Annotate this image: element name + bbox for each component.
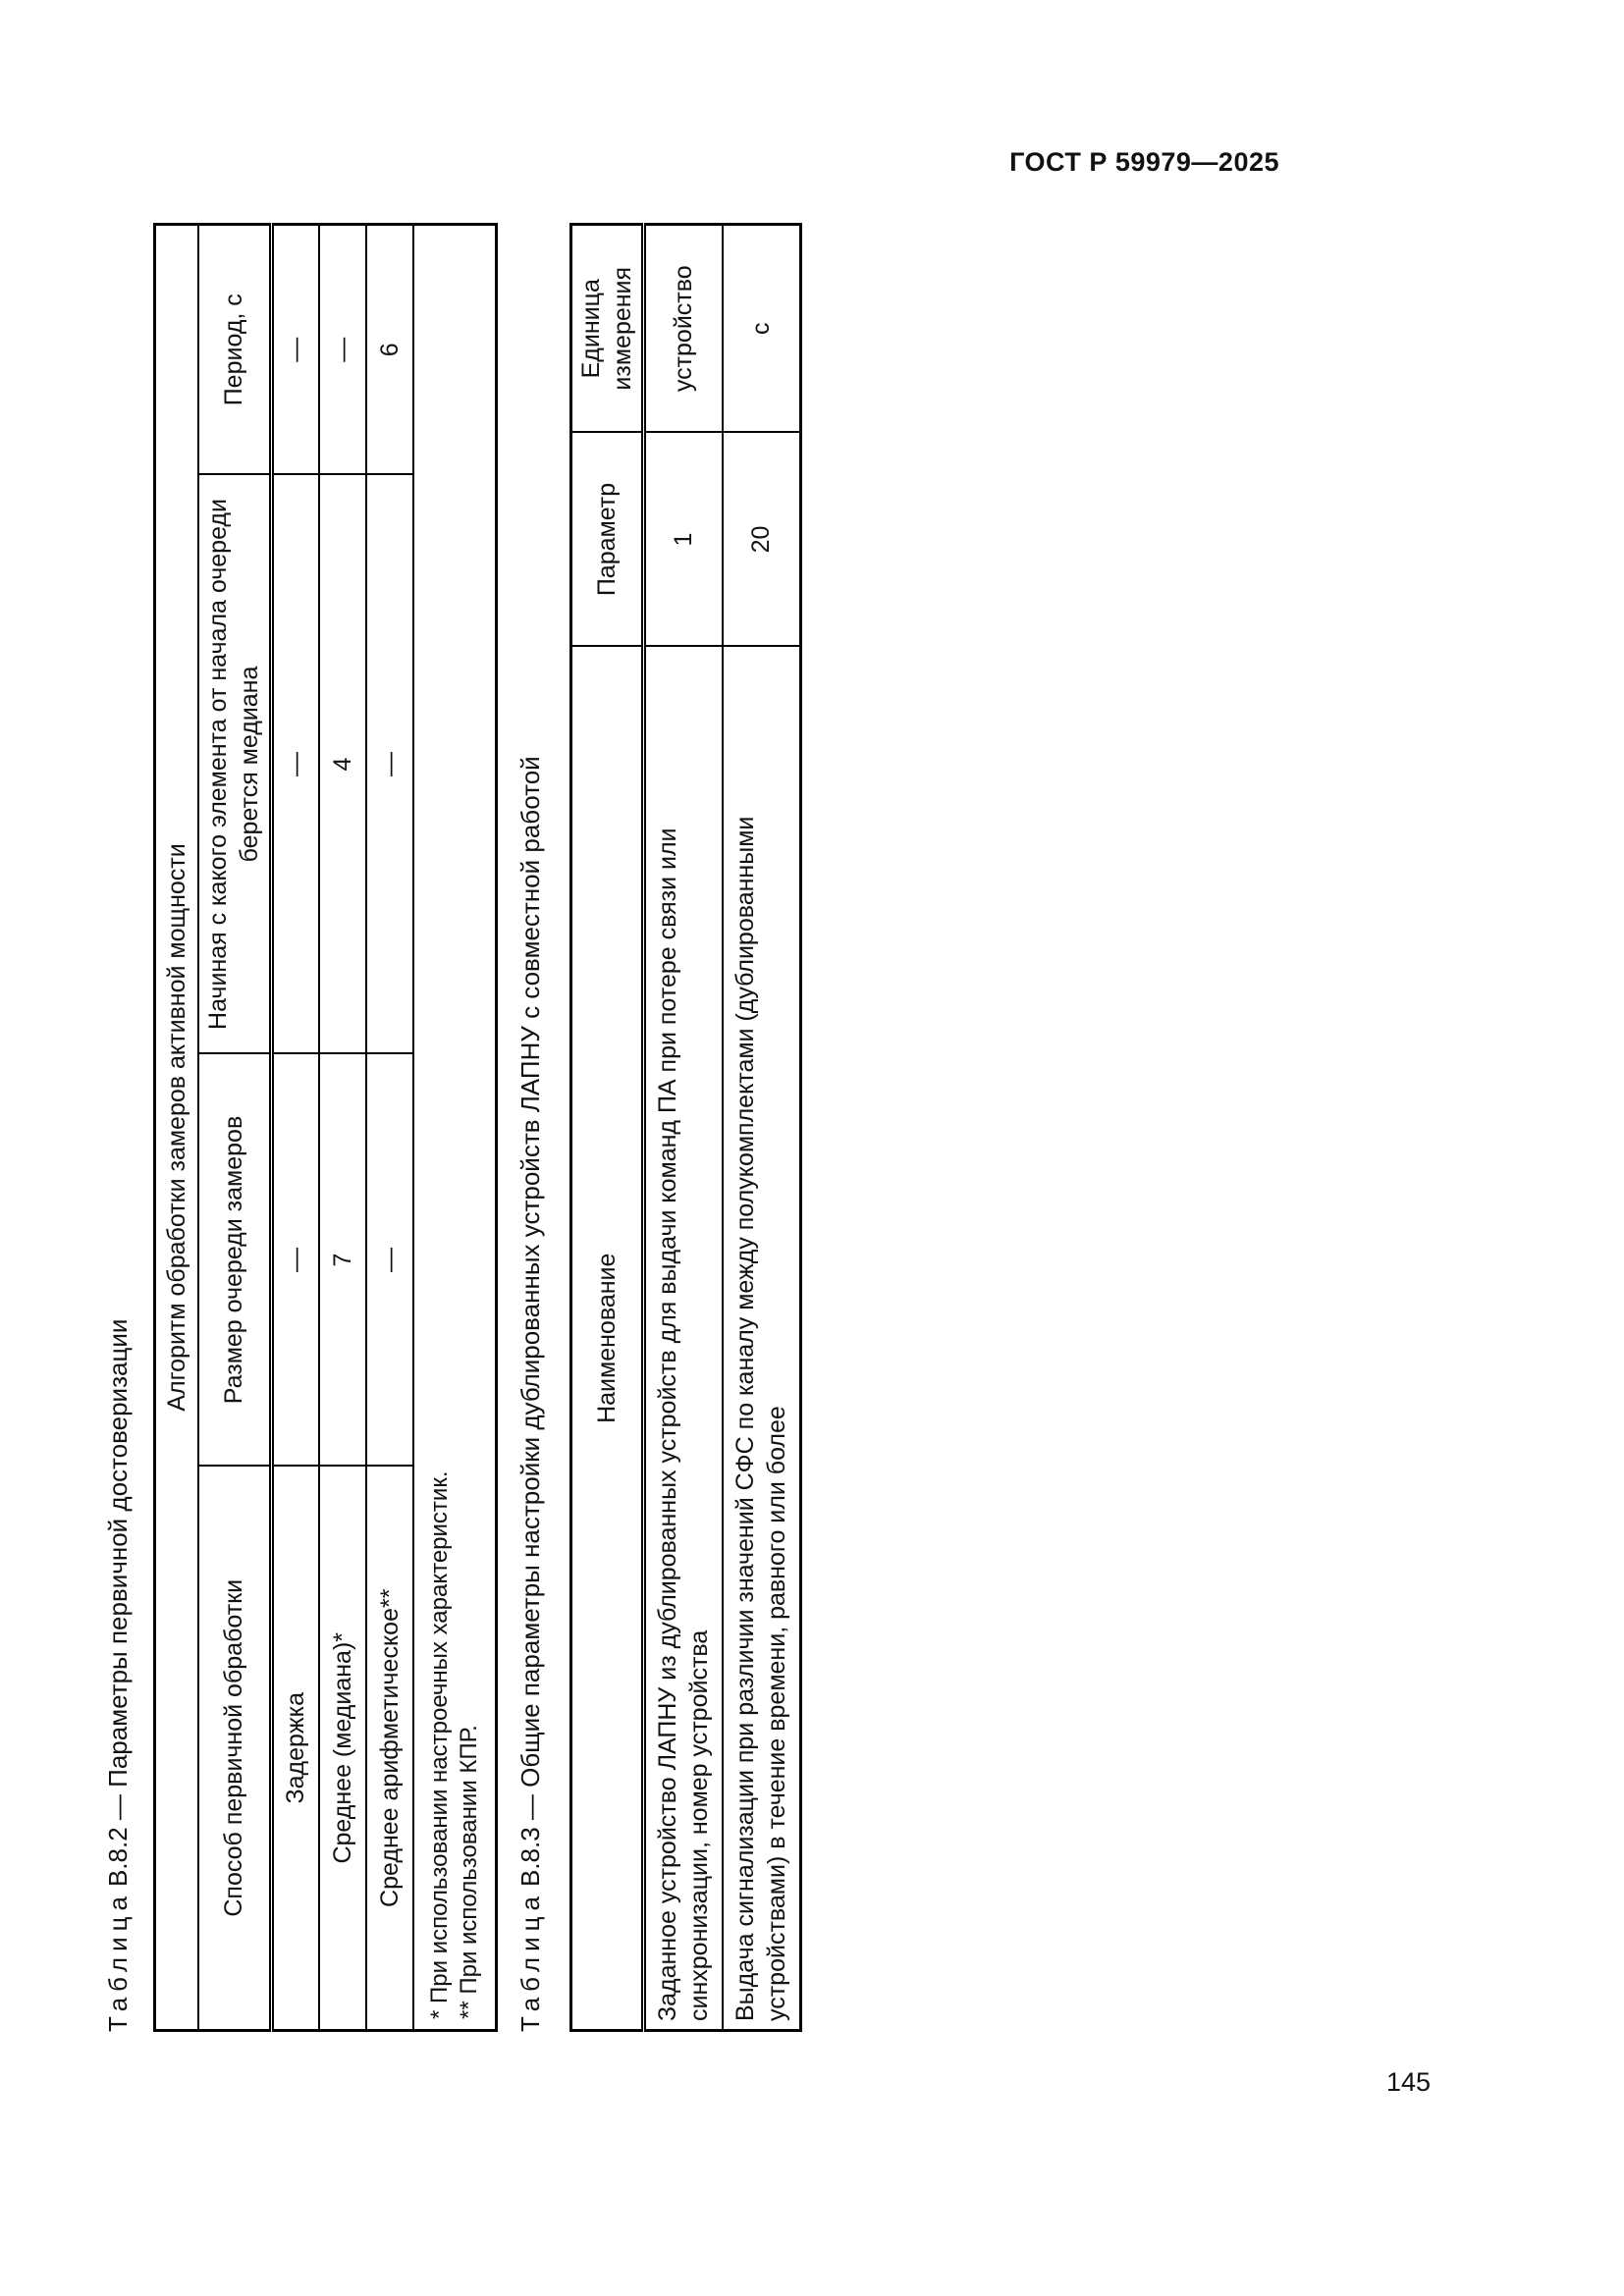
table-b83 bbox=[569, 223, 802, 2032]
table-b83-caption-number: В.8.3 bbox=[515, 1827, 545, 1888]
table-b83-row1-name: Заданное устройство ЛАПНУ из дублированных устройств для выдачи команд ПА при потере связи или синхронизации, номер устройства bbox=[644, 647, 723, 2031]
table-b82-footnotes bbox=[413, 224, 497, 2030]
table-b82-row3-period: 6 bbox=[366, 224, 413, 474]
table-b82-header-method: Способ первичной обработки bbox=[198, 1467, 272, 2031]
table-b82-caption bbox=[103, 226, 134, 2032]
table-b82-header-row bbox=[198, 224, 272, 2030]
table-row bbox=[319, 224, 366, 2030]
table-row bbox=[272, 224, 319, 2030]
table-b82-row3-queue: — bbox=[366, 1054, 413, 1467]
standard-designation: ГОСТ Р 59979—2025 bbox=[1009, 147, 1279, 177]
table-b82-banner-cell: Алгоритм обработки замеров активной мощности bbox=[155, 224, 198, 2030]
table-b83-row2-parameter: 20 bbox=[723, 433, 801, 647]
table-b83-caption-title: Общие параметры настройки дублированных устройств ЛАПНУ с совместной работой bbox=[515, 756, 545, 1788]
table-b82-header-period: Период, с bbox=[198, 224, 272, 474]
table-b83-caption-word: Таблица bbox=[515, 1891, 545, 2032]
table-b82-banner-row bbox=[155, 224, 198, 2030]
table-b83-header-name: Наименование bbox=[571, 647, 644, 2031]
table-row bbox=[366, 224, 413, 2030]
rotated-landscape-content bbox=[103, 226, 790, 2032]
table-b82-row1-label: Задержка bbox=[272, 1467, 319, 2031]
footnote-line: * При использовании настроечных характеристик. bbox=[425, 1470, 453, 2019]
table-b83-caption-dash: — bbox=[515, 1794, 545, 1821]
table-b83-row1-unit: устройство bbox=[644, 225, 723, 433]
table-row bbox=[723, 225, 801, 2031]
table-b82-footnote-row bbox=[413, 224, 497, 2030]
footnote-line: ** При использовании КПР. bbox=[455, 1725, 482, 2019]
table-b83-row2-unit: с bbox=[723, 225, 801, 433]
page-number: 145 bbox=[1385, 2067, 1431, 2097]
table-b83-header-row bbox=[571, 225, 644, 2031]
table-b82-caption-word: Таблица bbox=[103, 1891, 133, 2032]
table-b82-header-median-start: Начиная с какого элемента от начала очереди берется медиана bbox=[198, 475, 272, 1054]
table-b82-row1-queue: — bbox=[272, 1054, 319, 1467]
table-b82-row2-queue: 7 bbox=[319, 1054, 366, 1467]
table-b82-row2-label: Среднее (медиана)* bbox=[319, 1467, 366, 2031]
table-b82-row2-median: 4 bbox=[319, 475, 366, 1054]
table-b82-header-queue-size: Размер очереди замеров bbox=[198, 1054, 272, 1467]
table-b82-caption-dash: — bbox=[103, 1794, 133, 1821]
table-b83-caption bbox=[515, 226, 546, 2032]
table-b83-row2-name: Выдача сигнализации при различии значений СФС по каналу между полукомплектами (дублированными устройствами) в течение времени, равного или более bbox=[723, 647, 801, 2031]
table-b83-header-unit: Единица измерения bbox=[571, 225, 644, 433]
table-b82-row2-period: — bbox=[319, 224, 366, 474]
table-b82-caption-title: Параметры первичной достоверизации bbox=[103, 1318, 133, 1788]
table-b82-row3-median: — bbox=[366, 475, 413, 1054]
table-b82-caption-number: В.8.2 bbox=[103, 1827, 133, 1888]
table-row bbox=[644, 225, 723, 2031]
table-b83-row1-parameter: 1 bbox=[644, 433, 723, 647]
table-b82-row1-period: — bbox=[272, 224, 319, 474]
table-b82-row1-median: — bbox=[272, 475, 319, 1054]
table-b82-row3-label: Среднее арифметическое** bbox=[366, 1467, 413, 2031]
table-b82 bbox=[153, 223, 498, 2032]
table-b83-header-parameter: Параметр bbox=[571, 433, 644, 647]
